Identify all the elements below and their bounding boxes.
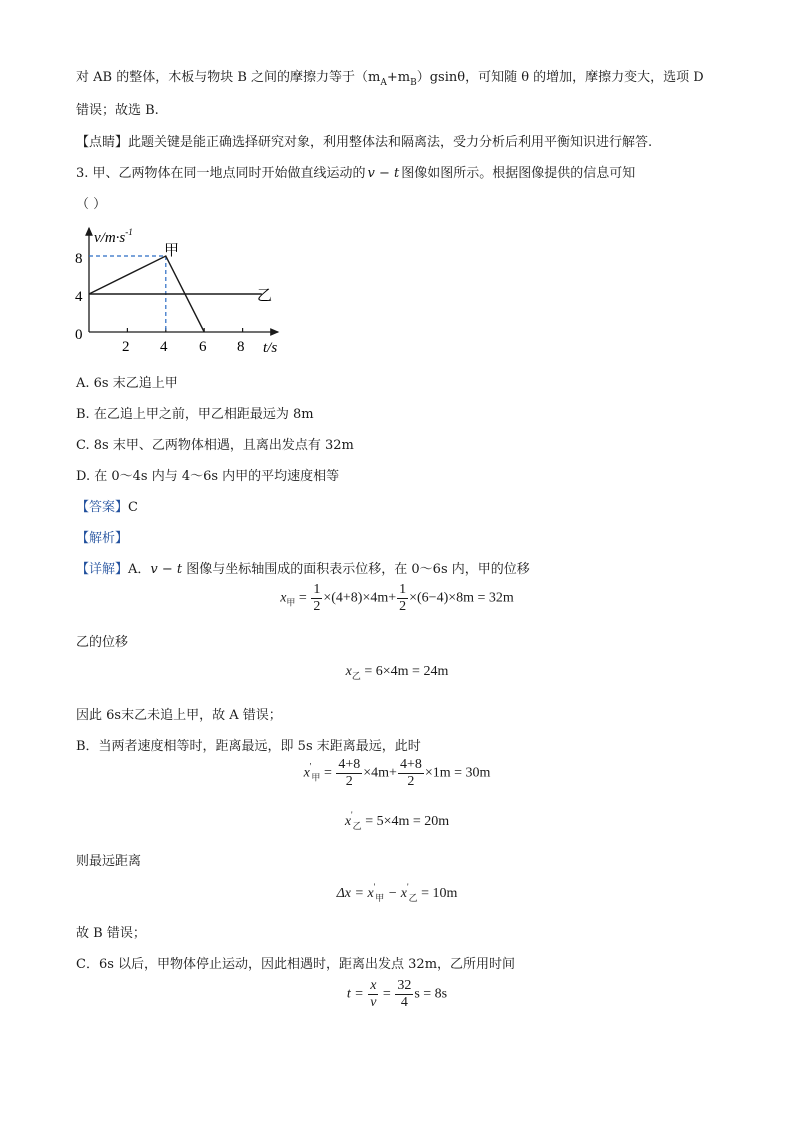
eq2-sub: 乙 bbox=[351, 671, 361, 681]
eq6-frac-2: $\frac{32}{4}$ bbox=[397, 978, 412, 1010]
xtick-label-2: 2 bbox=[122, 339, 130, 355]
eq1-mid2: ×(6−4)×8m = 32m bbox=[409, 590, 514, 606]
equation-5 bbox=[0, 882, 794, 904]
eq5-sup1: ' bbox=[373, 882, 376, 892]
ytick-label-8: 8 bbox=[75, 251, 83, 267]
xtick-label-4: 4 bbox=[160, 339, 168, 355]
detail-b-far: 则最远距离 bbox=[76, 854, 142, 869]
equation-4 bbox=[0, 810, 794, 832]
question-3-a: 3. 甲、乙两物体在同一地点同时开始做直线运动的 bbox=[76, 166, 366, 181]
answer-value: C bbox=[128, 500, 138, 515]
detail-b-conclusion: 故 B 错误； bbox=[76, 926, 146, 941]
eq1-sub: 甲 bbox=[286, 597, 296, 608]
y-axis-label: $v/m\cdot s^{-1}$ bbox=[94, 227, 133, 246]
xtick-label-6: 6 bbox=[199, 339, 207, 355]
text-line-1-rest: ）gsinθ，可知随 θ 的增加，摩擦力变大，选项 D bbox=[416, 70, 704, 85]
text-line-2: 错误；故选 B. bbox=[76, 103, 159, 118]
eq4-sup: ' bbox=[351, 810, 353, 820]
question-3-b: 图像如图所示。根据图像提供的信息可知 bbox=[401, 166, 636, 181]
eq5-delta: Δx = x bbox=[336, 886, 374, 901]
answer-line bbox=[76, 496, 138, 515]
eq6-lhs: t = bbox=[346, 986, 368, 1002]
eq3-end: ×1m = 30m bbox=[424, 765, 491, 781]
detail-a-conclusion: 因此 6s末乙未追上甲，故 A 错误； bbox=[76, 708, 282, 723]
x-axis-label: t/s bbox=[263, 340, 278, 356]
detail-a-vt: v − t bbox=[150, 562, 183, 577]
detail-a-intro bbox=[76, 558, 530, 577]
series-label-yi: 乙 bbox=[257, 288, 273, 304]
eq6-frac-1: $\frac{x}{v}$ bbox=[370, 978, 377, 1010]
ytick-label-0: 0 bbox=[75, 327, 83, 343]
question-3-paren: （ ） bbox=[76, 197, 107, 212]
question-3-vt: v − t bbox=[367, 166, 400, 181]
detail-c-intro: C．6s 以后，甲物体停止运动，因此相遇时，距离出发点 32m，乙所用时间 bbox=[76, 957, 516, 972]
yi-displacement-label: 乙的位移 bbox=[76, 635, 129, 650]
eq5-sub1: 甲 bbox=[375, 893, 385, 903]
ytick-label-4: 4 bbox=[75, 289, 83, 305]
equation-6 bbox=[0, 978, 794, 1011]
text-line-1-a: 对 AB 的整体，木板与物块 B 之间的摩擦力等于（m bbox=[76, 70, 381, 85]
eq4-sub: 乙 bbox=[352, 821, 362, 831]
eq1-frac-a: $\frac{1}{2}$ bbox=[313, 582, 321, 614]
text-line-3 bbox=[76, 131, 652, 150]
eq5-sup2: ' bbox=[406, 882, 409, 892]
eq5-sub2: 乙 bbox=[408, 893, 418, 903]
text-line-1 bbox=[76, 66, 704, 88]
detail-a-2: 图像与坐标轴围成的面积表示位移，在 0～6s 内，甲的位移 bbox=[182, 562, 530, 577]
eq6-rhs: s = 8s bbox=[414, 986, 448, 1002]
analysis-tag: 【解析】 bbox=[76, 531, 129, 546]
series-label-jia: 甲 bbox=[164, 243, 180, 259]
eq3-x: x bbox=[303, 765, 310, 781]
option-a: A. 6s 末乙追上甲 bbox=[76, 376, 178, 391]
equation-2 bbox=[0, 664, 794, 682]
eq3-frac-a: $\frac{4+8}{2}$ bbox=[338, 757, 361, 789]
dianjing-text: 此题关键是能正确选择研究对象，利用整体法和隔离法，受力分析后利用平衡知识进行解答. bbox=[128, 135, 653, 150]
vt-graph bbox=[70, 222, 290, 362]
detail-a-1: A． bbox=[128, 562, 151, 577]
eq2-x: x bbox=[345, 664, 352, 679]
eq1-x: x bbox=[280, 590, 287, 606]
eq4-rhs: = 5×4m = 20m bbox=[361, 814, 450, 829]
eq2-rhs: = 6×4m = 24m bbox=[360, 664, 449, 679]
option-d: D. 在 0～4s 内与 4～6s 内甲的平均速度相等 bbox=[76, 469, 340, 484]
eq3-sup: ' bbox=[309, 761, 312, 772]
option-c: C. 8s 末甲、乙两物体相遇，且离出发点有 32m bbox=[76, 438, 354, 453]
answer-tag: 【答案】 bbox=[76, 500, 129, 515]
eq1-mid1: ×(4+8)×4m+ bbox=[323, 590, 397, 606]
text-plus: +m bbox=[386, 70, 411, 85]
detail-tag: 【详解】 bbox=[76, 562, 129, 577]
text-sub-a: A bbox=[380, 78, 387, 88]
equation-1: $x_甲$ = $\frac{1}{2}$ ×(4+8)×4m+ $\frac{1}{2}$ ×(6−4)×8m = 32m bbox=[280, 582, 514, 614]
xtick-label-8: 8 bbox=[237, 339, 245, 355]
equation-3: $x'_甲$ = $\frac{4+8}{2}$ ×4m+ $\frac{4+8}{2}$ ×1m = 30m bbox=[303, 757, 491, 789]
option-b: B. 在乙追上甲之前，甲乙相距最远为 8m bbox=[76, 407, 314, 422]
eq1-frac-b: $\frac{1}{2}$ bbox=[399, 582, 407, 614]
text-sub-b: B bbox=[410, 78, 417, 88]
eq5-rhs: = 10m bbox=[417, 886, 458, 901]
eq3-frac-b: $\frac{4+8}{2}$ bbox=[399, 757, 422, 789]
eq6-eq: = bbox=[379, 986, 395, 1002]
detail-b-intro: B．当两者速度相等时，距离最远，即 5s 末距离最远，此时 bbox=[76, 739, 421, 754]
dianjing-tag: 【点睛】 bbox=[76, 135, 129, 150]
eq5-minus: − x bbox=[384, 886, 407, 901]
question-3-stem bbox=[76, 162, 635, 181]
eq3-sub: 甲 bbox=[311, 772, 321, 783]
eq4-x: x bbox=[344, 814, 352, 829]
eq3-mid: ×4m+ bbox=[363, 765, 397, 781]
